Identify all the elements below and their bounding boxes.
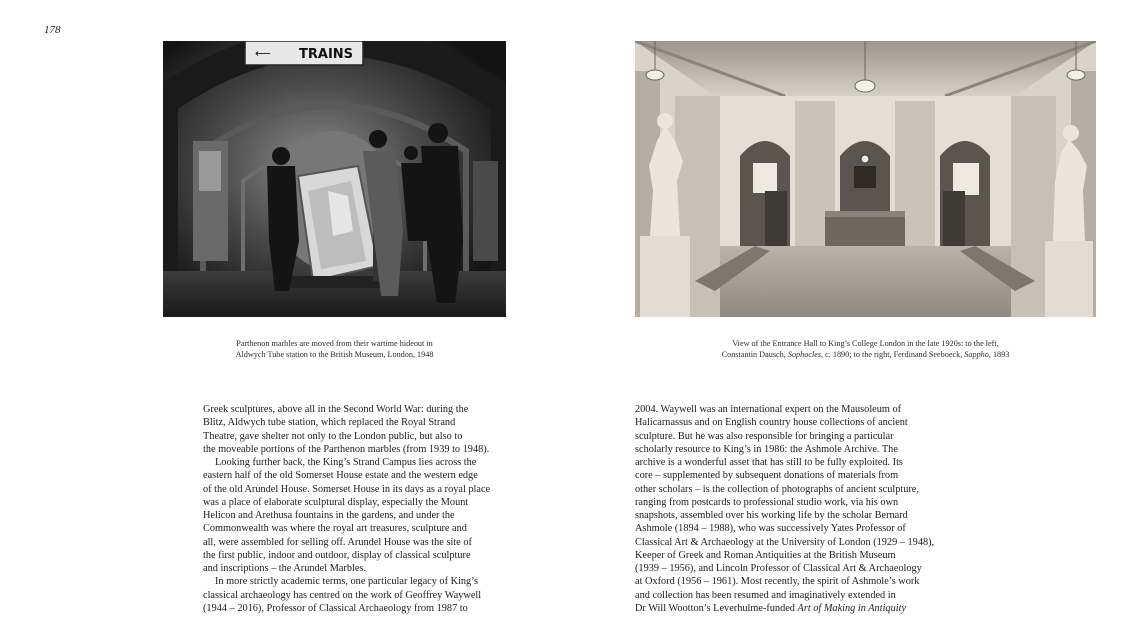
body-text-line: ranging from postcards to professional studio work, via his own bbox=[635, 496, 899, 508]
page-number: 178 bbox=[44, 24, 61, 36]
body-text-line: all, were assembled for selling off. Arundel House was the site of bbox=[203, 536, 472, 548]
body-text-line: core – supplemented by subsequent donations of materials from bbox=[635, 470, 899, 482]
body-text-line: Classical Art & Archaeology at the University of London (1929 – 1948), bbox=[635, 536, 935, 548]
body-text-line: (1944 – 2016), Professor of Classical Archaeology from 1987 to bbox=[203, 602, 468, 614]
caption-line: Constantin Dausch, Sophocles, c. 1890; to the right, Ferdinand Seeboeck, Sappho, 1893 bbox=[721, 350, 1010, 359]
body-text-line: at Oxford (1956 – 1961). Most recently, the spirit of Ashmole’s work bbox=[635, 576, 920, 588]
caption-line: Parthenon marbles are moved from their wartime hideout in bbox=[236, 339, 433, 348]
photo-caption-left bbox=[163, 338, 506, 360]
body-text-line: Keeper of Greek and Roman Antiquities at the British Museum bbox=[635, 549, 896, 561]
photo-caption-right bbox=[635, 338, 1096, 360]
artwork-title-sappho: Sappho bbox=[964, 350, 989, 359]
body-text-line: of the old Arundel House. Somerset House in its days as a royal place bbox=[203, 483, 491, 495]
project-title: Art of Making in Antiquity bbox=[797, 602, 907, 614]
body-text-line: (1939 – 1956), and Lincoln Professor of Classical Art & Archaeology bbox=[635, 563, 922, 574]
body-text-line: In more strictly academic terms, one particular legacy of King’s bbox=[215, 576, 479, 588]
body-text-line: 2004. Waywell was an international expert on the Mausoleum of bbox=[635, 404, 902, 415]
artwork-title-sophocles: Sophocles bbox=[787, 350, 822, 359]
trains-sign-arrow: ⟵ bbox=[255, 47, 271, 60]
caption-line: View of the Entrance Hall to King’s College London in the late 1920s: to the left, bbox=[732, 339, 999, 348]
body-text-line: the moveable portions of the Parthenon marbles (from 1939 to 1948). bbox=[203, 443, 490, 455]
trains-sign-text: TRAINS bbox=[299, 47, 354, 62]
body-text-line: Theatre, gave shelter not only to the London public, but also to bbox=[203, 430, 463, 442]
body-text-line: and collection has been resumed and imaginatively extended in bbox=[635, 589, 896, 601]
entrance-hall-photo-illustration bbox=[635, 41, 1096, 317]
body-text-line: archive is a wonderful asset that has still to be fully exploited. Its bbox=[635, 457, 903, 468]
aldwych-tube-photo bbox=[163, 41, 506, 317]
body-text-line: Dr Will Wootton’s Leverhulme-funded Art of Making in Antiquity bbox=[635, 602, 907, 614]
body-text-line: eastern half of the old Somerset House estate and the western edge bbox=[203, 470, 478, 482]
aldwych-tube-photo-illustration bbox=[163, 41, 506, 317]
body-text-line: Greek sculptures, above all in the Second World War: during the bbox=[203, 404, 469, 415]
body-text-line: Helicon and Arethusa fountains in the gardens, and under the bbox=[203, 510, 455, 521]
body-text-line: Commonwealth was where the royal art treasures, sculpture and bbox=[203, 523, 467, 535]
kings-college-entrance-hall-photo bbox=[635, 41, 1096, 317]
body-text-line: scholarly resource to King’s in 1986: the Ashmole Archive. The bbox=[635, 443, 898, 455]
body-text-line: Halicarnassus and on English country house collections of ancient bbox=[635, 417, 908, 429]
caption-line: Aldwych Tube station to the British Museum, London, 1948 bbox=[235, 350, 434, 359]
body-text-left-column bbox=[203, 403, 513, 615]
body-text-right-column bbox=[635, 403, 945, 615]
body-text-line: snapshots, assembled over his working life by the scholar Bernard bbox=[635, 510, 908, 521]
body-text-line: Looking further back, the King’s Strand Campus lies across the bbox=[215, 457, 477, 468]
body-text-line: classical archaeology has centred on the work of Geoffrey Waywell bbox=[203, 589, 482, 601]
body-text-line: the first public, indoor and outdoor, display of classical sculpture bbox=[203, 549, 471, 561]
body-text-line: Ashmole (1894 – 1988), who was successively Yates Professor of bbox=[635, 523, 906, 535]
body-text-line: sculpture. But he was also responsible for bringing a particular bbox=[635, 430, 894, 442]
body-text-line: and inscriptions – the Arundel Marbles. bbox=[203, 563, 367, 574]
body-text-line: Blitz, Aldwych tube station, which replaced the Royal Strand bbox=[203, 417, 456, 429]
body-text-line: was a place of elaborate sculptural display, especially the Mount bbox=[203, 496, 469, 508]
body-text-line: other scholars – is the collection of photographs of ancient sculpture, bbox=[635, 483, 919, 495]
